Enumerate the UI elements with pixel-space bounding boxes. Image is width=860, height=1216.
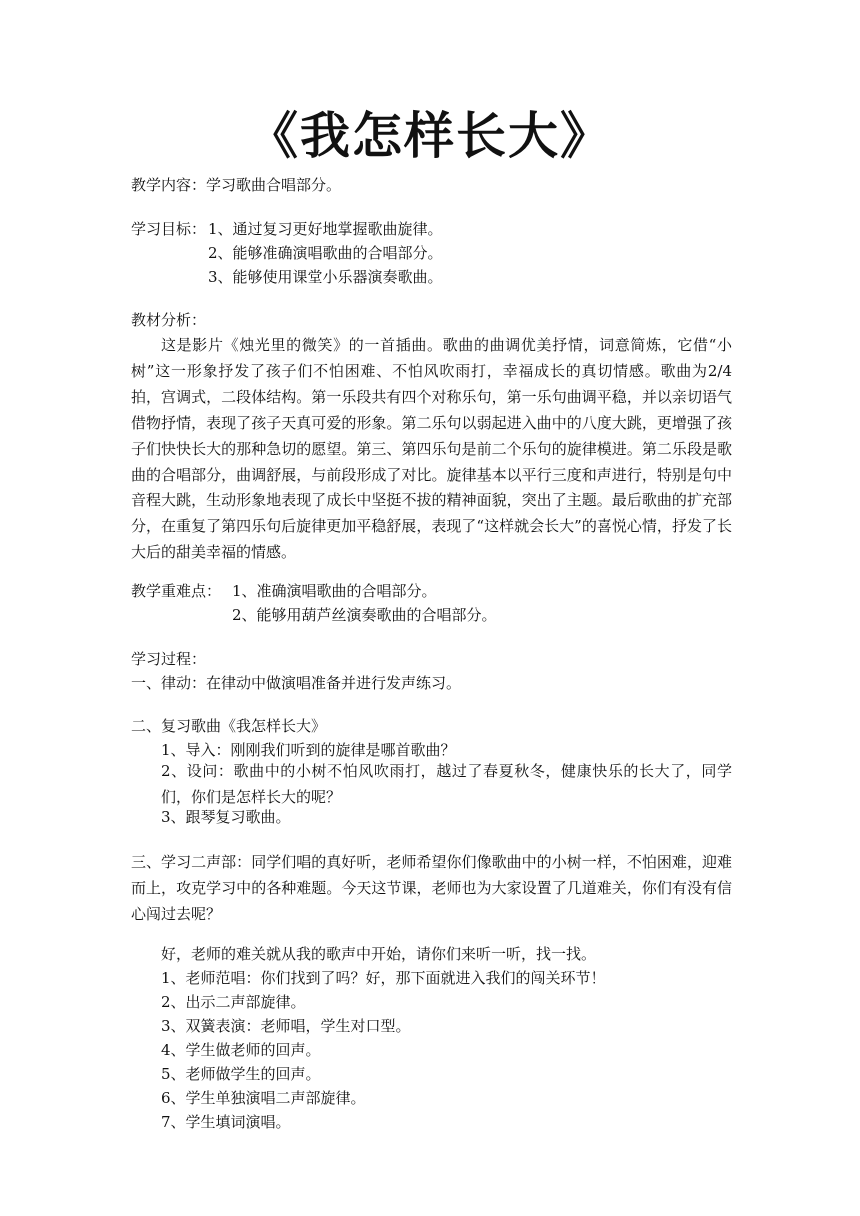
step-3-intro: 好，老师的难关就从我的歌声中开始，请你们来听一听，找一找。: [161, 945, 597, 963]
analysis-heading: 教材分析：: [131, 311, 207, 329]
step-3-item-6: 6、学生单独演唱二声部旋律。: [161, 1089, 366, 1107]
process-step-2-heading: 二、复习歌曲《我怎样长大》: [131, 717, 327, 735]
objective-item-2: 2、能够准确演唱歌曲的合唱部分。: [208, 244, 443, 262]
objectives-label: 学习目标：: [131, 220, 207, 238]
process-step-1: 一、律动：在律动中做演唱准备并进行发声练习。: [131, 674, 462, 692]
process-step-3-heading: 三、学习二声部：同学们唱的真好听，老师希望你们像歌曲中的小树一样，不怕困难，迎难而上，攻克学习中的各种难题。今天这节课，老师也为大家设置了几道难关，你们有没有信心闯过去呢？: [131, 853, 732, 923]
objective-item-3: 3、能够使用课堂小乐器演奏歌曲。: [208, 268, 443, 286]
step-3-item-1: 1、老师范唱：你们找到了吗？好，那下面就进入我们的闯关环节！: [161, 969, 606, 987]
step-3-item-2: 2、出示二声部旋律。: [161, 993, 306, 1011]
process-heading: 学习过程：: [131, 650, 207, 668]
step-3-item-5: 5、老师做学生的回声。: [161, 1065, 321, 1083]
document-title: 《我怎样长大》: [248, 107, 612, 165]
step-3-item-7: 7、学生填词演唱。: [161, 1113, 291, 1131]
objective-item-1: 1、通过复习更好地掌握歌曲旋律。: [208, 220, 443, 238]
step-3-item-4: 4、学生做老师的回声。: [161, 1041, 321, 1059]
key-point-item-1: 1、准确演唱歌曲的合唱部分。: [232, 582, 437, 600]
analysis-body: 这是影片《烛光里的微笑》的一首插曲。歌曲的曲调优美抒情，词意简炼，它借“小树”这一形象抒发了孩子们不怕困难、不怕风吹雨打，幸福成长的真切情感。歌曲为2/4拍，宫调式，二段体结构。第一乐段共有四个对称乐句，第一乐句曲调平稳，并以亲切语气借物抒情，表现了孩子天真可爱的形象。第二乐句以弱起进入曲中的八度大跳，更增强了孩子们快快长大的那种急切的愿望。第三、第四乐句是前二个乐句的旋律模进。第二乐段是歌曲的合唱部分，曲调舒展，与前段形成了对比。旋律基本以平行三度和声进行，特别是句中音程大跳，生动形象地表现了成长中坚挺不拔的精神面貌，突出了主题。最后歌曲的扩充部分，在重复了第四乐句后旋律更加平稳舒展，表现了“这样就会长大”的喜悦心情，抒发了长大后的甜美幸福的情感。: [131, 336, 732, 562]
step-2-item-3: 3、跟琴复习歌曲。: [161, 808, 291, 826]
key-points-label: 教学重难点：: [131, 582, 222, 600]
key-point-item-2: 2、能够用葫芦丝演奏歌曲的合唱部分。: [232, 606, 497, 624]
step-2-item-1: 1、导入：刚刚我们听到的旋律是哪首歌曲？: [161, 741, 456, 759]
step-3-item-3: 3、双簧表演：老师唱，学生对口型。: [161, 1017, 411, 1035]
step-2-item-2: 2、设问：歌曲中的小树不怕风吹雨打，越过了春夏秋冬，健康快乐的长大了，同学们，你们是怎样长大的呢？: [161, 762, 732, 806]
teaching-content: 教学内容：学习歌曲合唱部分。: [131, 176, 342, 194]
